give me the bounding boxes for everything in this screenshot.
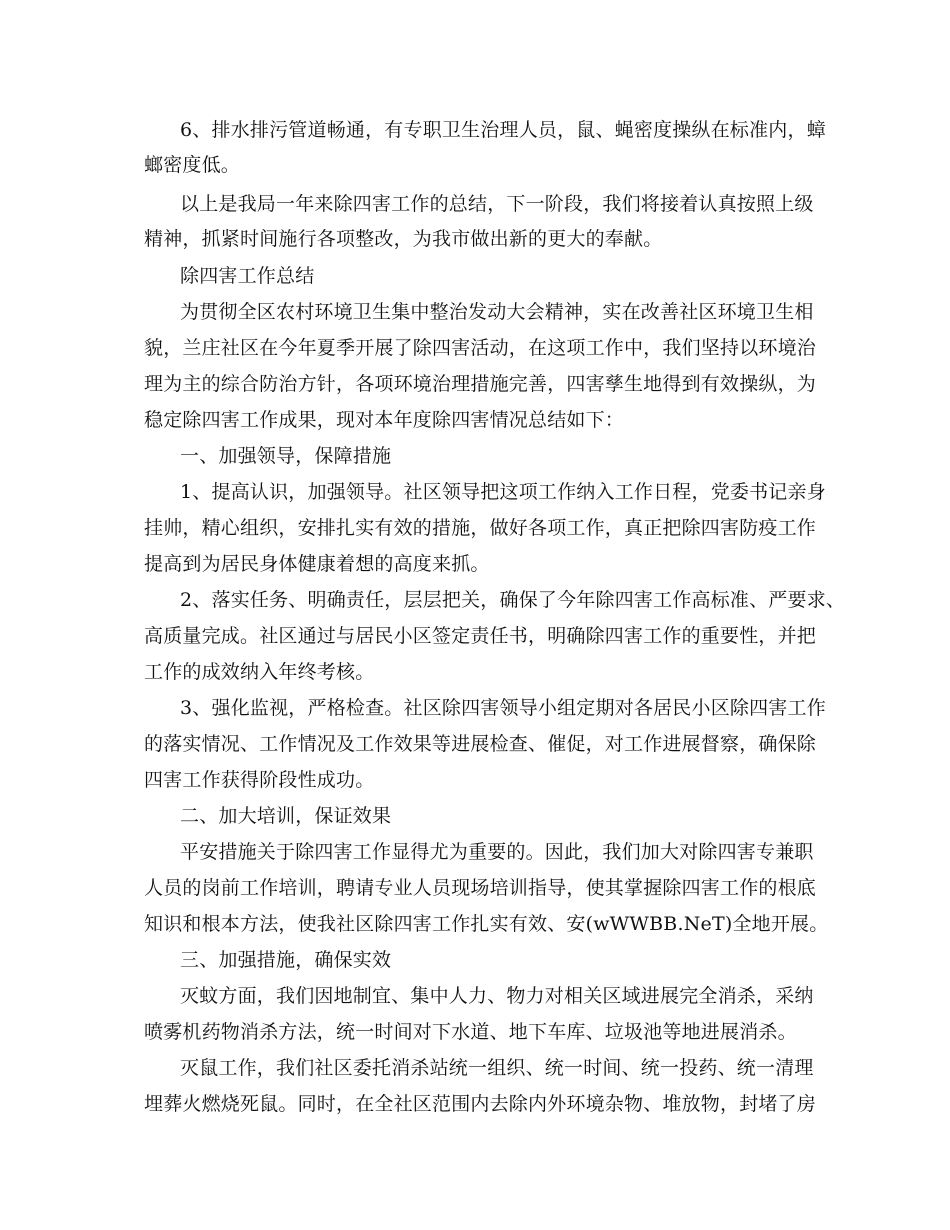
section-heading: 一、加强领导，保障措施 xyxy=(180,445,392,467)
paragraph-line: 埋葬火燃烧死鼠。同时，在全社区范围内去除内外环境杂物、堆放物，封堵了房 xyxy=(144,1093,817,1115)
paragraph-line: 螂密度低。 xyxy=(144,154,241,176)
paragraph-line: 工作的成效纳入年终考核。 xyxy=(144,661,375,683)
paragraph-line: 提高到为居民身体健康着想的高度来抓。 xyxy=(144,553,490,575)
paragraph-line: 喷雾机药物消杀方法，统一时间对下水道、地下车库、垃圾池等地进展消杀。 xyxy=(144,1021,797,1043)
paragraph-line: 的落实情况、工作情况及工作效果等进展检查、催促，对工作进展督察，确保除 xyxy=(144,733,817,755)
paragraph-line: 3、强化监视，严格检查。社区除四害领导小组定期对各居民小区除四害工作 xyxy=(180,697,826,719)
section-heading: 三、加强措施，确保实效 xyxy=(180,949,392,971)
paragraph-line: 理为主的综合防治方针，各项环境治理措施完善，四害孳生地得到有效操纵，为 xyxy=(144,373,817,395)
paragraph-line: 为贯彻全区农村环境卫生集中整治发动大会精神，实在改善社区环境卫生相 xyxy=(180,301,814,323)
paragraph-line: 人员的岗前工作培训，聘请专业人员现场培训指导，使其掌握除四害工作的根底 xyxy=(144,877,817,899)
paragraph-line: 平安措施关于除四害工作显得尤为重要的。因此，我们加大对除四害专兼职 xyxy=(180,841,814,863)
paragraph-line: 1、提高认识，加强领导。社区领导把这项工作纳入工作日程，党委书记亲身 xyxy=(180,481,826,503)
paragraph-line: 挂帅，精心组织，安排扎实有效的措施，做好各项工作，真正把除四害防疫工作 xyxy=(144,517,817,539)
section-title: 除四害工作总结 xyxy=(180,265,315,287)
paragraph-line: 灭蚊方面，我们因地制宜、集中人力、物力对相关区域进展完全消杀，采纳 xyxy=(180,985,814,1007)
paragraph-line: 2、落实任务、明确责任，层层把关，确保了今年除四害工作高标准、严要求、 xyxy=(180,589,846,611)
paragraph-line: 貌，兰庄社区在今年夏季开展了除四害活动，在这项工作中，我们坚持以环境治 xyxy=(144,337,817,359)
paragraph-line: 灭鼠工作，我们社区委托消杀站统一组织、统一时间、统一投药、统一清理 xyxy=(180,1057,814,1079)
paragraph-line: 精神，抓紧时间施行各项整改，为我市做出新的更大的奉献。 xyxy=(144,228,663,250)
paragraph-line: 知识和根本方法，使我社区除四害工作扎实有效、安(wWWBB.NeT)全地开展。 xyxy=(144,913,829,935)
paragraph-line: 以上是我局一年来除四害工作的总结，下一阶段，我们将接着认真按照上级 xyxy=(180,193,814,215)
section-heading: 二、加大培训，保证效果 xyxy=(180,805,392,827)
paragraph-line: 6、排水排污管道畅通，有专职卫生治理人员，鼠、蝇密度操纵在标准内，蟑 xyxy=(180,119,826,141)
paragraph-line: 四害工作获得阶段性成功。 xyxy=(144,769,375,791)
paragraph-line: 高质量完成。社区通过与居民小区签定责任书，明确除四害工作的重要性，并把 xyxy=(144,625,817,647)
paragraph-line: 稳定除四害工作成果，现对本年度除四害情况总结如下： xyxy=(144,409,625,431)
